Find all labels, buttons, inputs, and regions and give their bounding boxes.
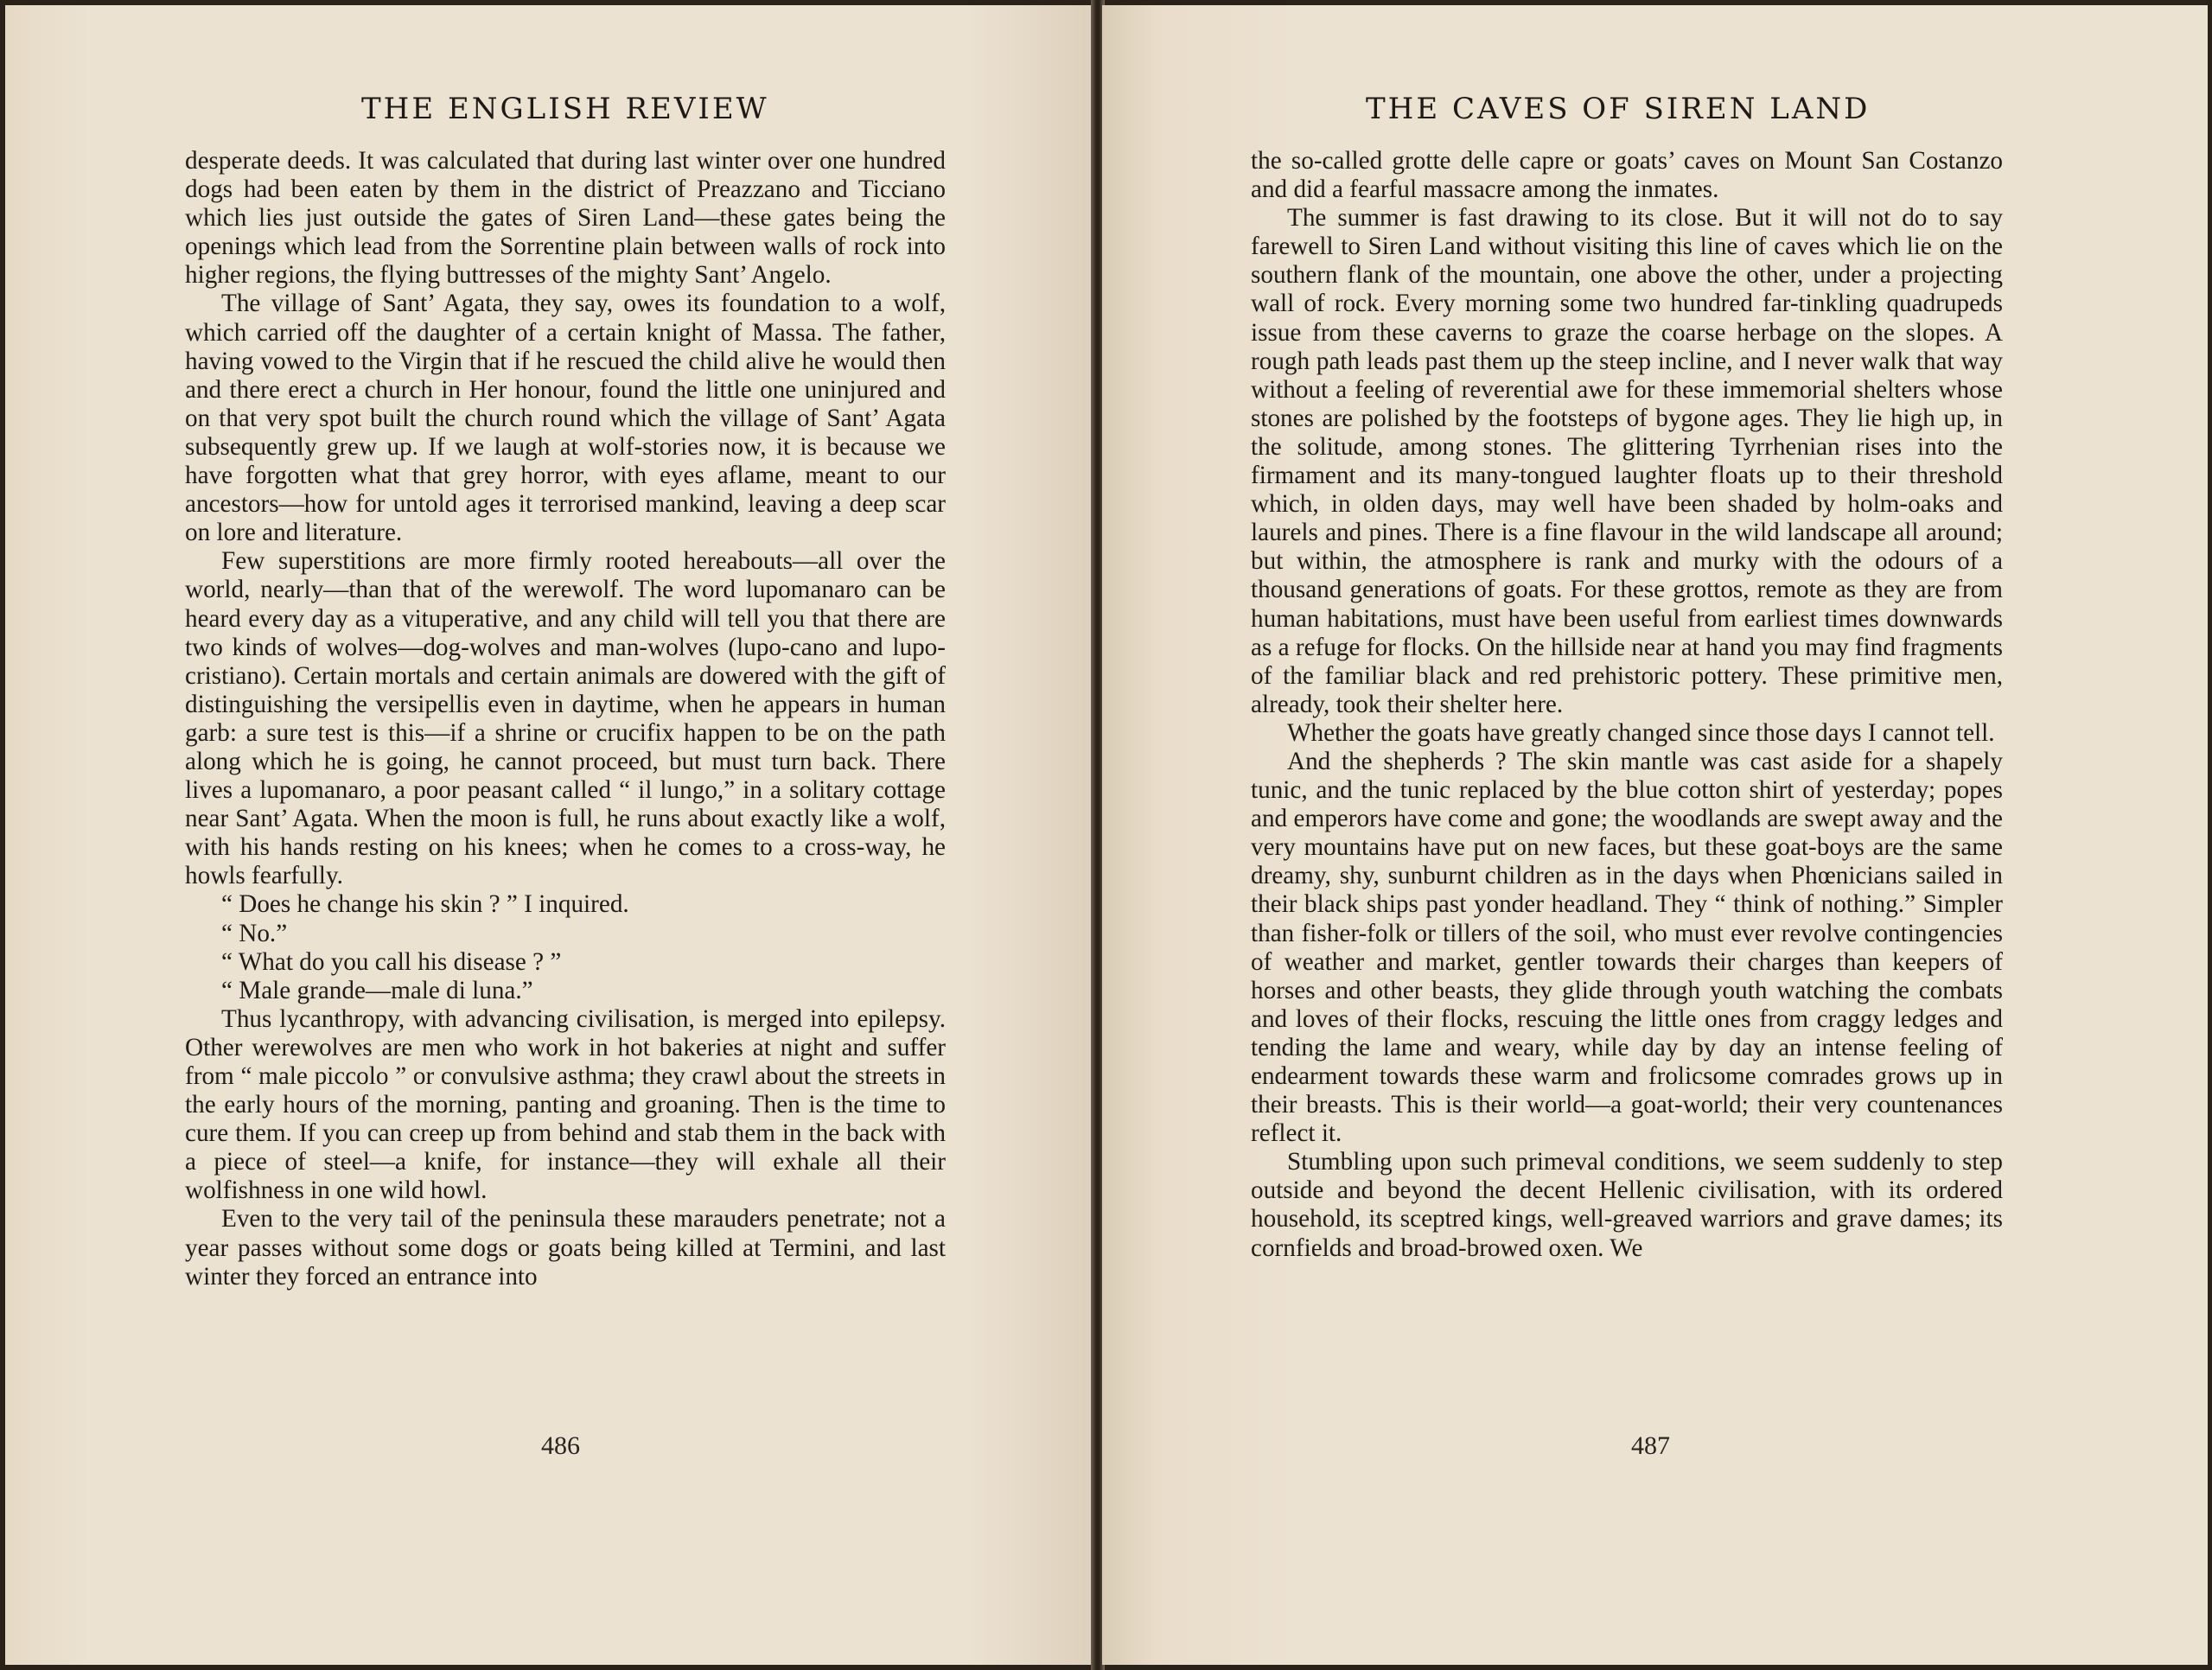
running-head-right: THE CAVES OF SIREN LAND bbox=[1366, 92, 1871, 126]
dialog-line: “ Male grande—male di luna.” bbox=[221, 976, 533, 1004]
dialog-line: “ What do you call his disease ? ” bbox=[221, 947, 562, 976]
running-head-left: THE ENGLISH REVIEW bbox=[361, 92, 769, 126]
paragraph: Stumbling upon such primeval conditions, we seem suddenly to step outside and beyond the decent Hellenic civilisation, with its ordered household, its sceptred kings, well-greaved warriors and grave dames; its cornfields and broad-browed oxen. We bbox=[1251, 1148, 2003, 1262]
left-page-body bbox=[185, 147, 946, 1291]
paragraph: the so-called grotte delle capre or goats’ caves on Mount San Costanzo and did a fearful massacre among the inmates. bbox=[1251, 147, 2003, 204]
paragraph: Even to the very tail of the peninsula these marauders penetrate; not a year passes without some dogs or goats being killed at Termini, and last winter they forced an entrance into bbox=[185, 1205, 946, 1291]
paragraph: The village of Sant’ Agata, they say, owes its foundation to a wolf, which carried off the daughter of a certain knight of Massa. The father, having vowed to the Virgin that if he rescued the child alive he would then and there erect a church in Her honour, found the little one uninjured and on that very spot built the church round which the village of Sant’ Agata subsequently grew up. If we laugh at wolf-stories now, it is because we have forgotten what that grey horror, with eyes aflame, meant to our ancestors—how for untold ages it terrorised mankind, leaving a deep scar on lore and literature. bbox=[185, 290, 946, 547]
paragraph: And the shepherds ? The skin mantle was cast aside for a shapely tunic, and the tunic replaced by the blue cotton shirt of yesterday; popes and emperors have come and gone; the woodlands are swept away and the very mountains have put on new faces, but these goat-boys are the same dreamy, shy, sunburnt children as in the days when Phœnicians sailed in their black ships past yonder headland. They “ think of nothing.” Simpler than fisher-folk or tillers of the soil, who must ever revolve contingencies of weather and market, gentler towards their charges than keepers of horses and other beasts, they glide through youth watching the combats and loves of their flocks, rescuing the little ones from craggy ledges and tending the lame and weary, while day by day an intense feeling of endearment towards these warm and frolicsome comrades grows up in their breasts. This is their world—a goat-world; their very countenances reflect it. bbox=[1251, 747, 2003, 1148]
paragraph: Whether the goats have greatly changed since those days I cannot tell. bbox=[1287, 718, 1995, 747]
page-number-right: 487 bbox=[1631, 1431, 1670, 1460]
paragraph: Few superstitions are more firmly rooted hereabouts—all over the world, nearly—than that of the werewolf. The word lupomanaro can be heard every day as a vituperative, and any child will tell you that there are two kinds of wolves—dog-wolves and man-wolves (lupo-cano and lupo-cristiano). Certain mortals and certain animals are dowered with the gift of distinguishing the versipellis even in daytime, when he appears in human garb: a sure test is this—if a shrine or crucifix happen to be on the path along which he is going, he cannot proceed, but must turn back. There lives a lupomanaro, a poor peasant called “ il lungo,” in a solitary cottage near Sant’ Agata. When the moon is full, he runs about exactly like a wolf, with his hands resting on his knees; when he comes to a cross-way, he howls fearfully. bbox=[185, 547, 946, 890]
page-number-left: 486 bbox=[541, 1431, 580, 1460]
paragraph: Thus lycanthropy, with advancing civilisation, is merged into epilepsy. Other werewolves are men who work in hot bakeries at night and suffer from “ male piccolo ” or convulsive asthma; they crawl about the streets in the early hours of the morning, panting and groaning. Then is the time to cure them. If you can creep up from behind and stab them in the back with a piece of steel—a knife, for instance—they will exhale all their wolfishness in one wild howl. bbox=[185, 1004, 946, 1205]
paragraph: desperate deeds. It was calculated that during last winter over one hundred dogs had been eaten by them in the district of Preazzano and Ticciano which lies just outside the gates of Siren Land—these gates being the openings which lead from the Sorrentine plain between walls of rock into higher regions, the flying buttresses of the mighty Sant’ Angelo. bbox=[185, 147, 946, 290]
right-page-body bbox=[1251, 147, 2003, 1263]
right-page bbox=[1102, 5, 2208, 1665]
dialog-line: “ No.” bbox=[221, 919, 288, 947]
paragraph: The summer is fast drawing to its close. But it will not do to say farewell to Siren Land without visiting this line of caves which lie on the southern flank of the mountain, one above the other, under a projecting wall of rock. Every morning some two hundred far-tinkling quadrupeds issue from these caverns to graze the coarse herbage on the slopes. A rough path leads past them up the steep incline, and I never walk that way without a feeling of reverential awe for these immemorial shelters whose stones are polished by the footsteps of bygone ages. They lie high up, in the solitude, among stones. The glittering Tyrrhenian rises into the firmament and its many-tongued laughter floats up to their threshold which, in olden days, may well have been shaded by holm-oaks and laurels and pines. There is a fine flavour in the wild landscape all around; but within, the atmosphere is rank and murky with the odours of a thousand generations of goats. For these grottos, remote as they are from human habitations, must have been useful from earliest times downwards as a refuge for flocks. On the hillside near at hand you may find fragments of the familiar black and red prehistoric pottery. These primitive men, already, took their shelter here. bbox=[1251, 204, 2003, 718]
dialog-line: “ Does he change his skin ? ” I inquired. bbox=[221, 890, 629, 919]
left-page bbox=[5, 5, 1095, 1665]
